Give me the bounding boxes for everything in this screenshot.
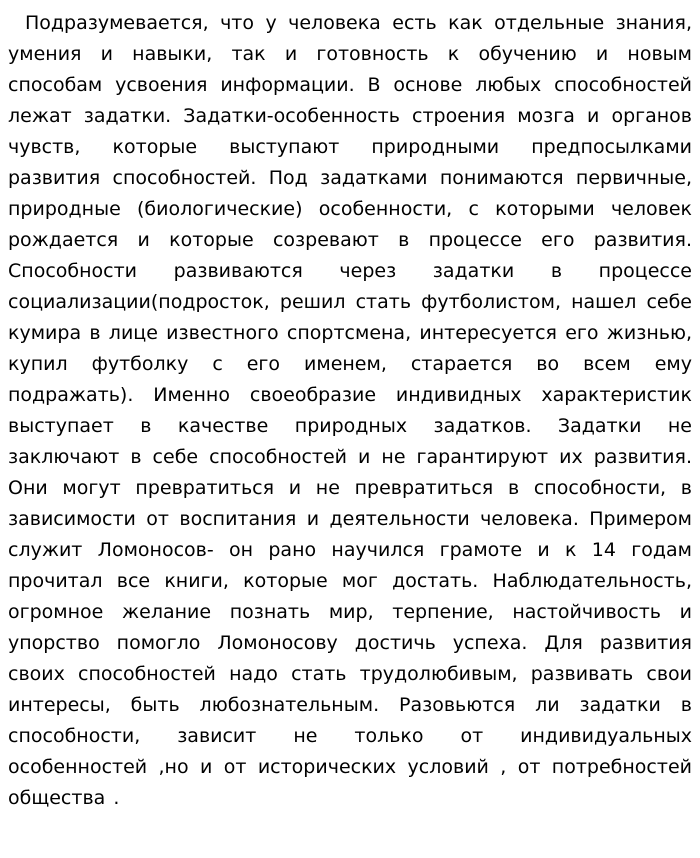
- document-body: [8, 8, 692, 814]
- essay-paragraph: Подразумевается, что у человека есть как отдельные знания, умения и навыки, так и готовность к обучению и новым способам усвоения информации. В основе любых способностей лежат задатки. Задатки-особенность строения мозга и органов чувств, которые выступают природными предпосылками развития способностей. Под задатками понимаются первичные, природные (биологические) особенности, с которыми человек рождается и которые созревают в процессе его развития. Способности развиваются через задатки в процессе социализации(подросток, решил стать футболистом, нашел себе кумира в лице известного спортсмена, интересуется его жизнью, купил футболку с его именем, старается во всем ему подражать). Именно своеобразие индивидных характеристик выступает в качестве природных задатков. Задатки не заключают в себе способностей и не гарантируют их развития. Они могут превратиться и не превратиться в способности, в зависимости от воспитания и деятельности человека. Примером служит Ломоносов- он рано научился грамоте и к 14 годам прочитал все книги, которые мог достать. Наблюдательность, огромное желание познать мир, терпение, настойчивость и упорство помогло Ломоносову достичь успеха. Для развития своих способностей надо стать трудолюбивым, развивать свои интересы, быть любознательным. Разовьются ли задатки в способности, зависит не только от индивидуальных особенностей ,но и от исторических условий , от потребностей общества .: [8, 12, 692, 809]
